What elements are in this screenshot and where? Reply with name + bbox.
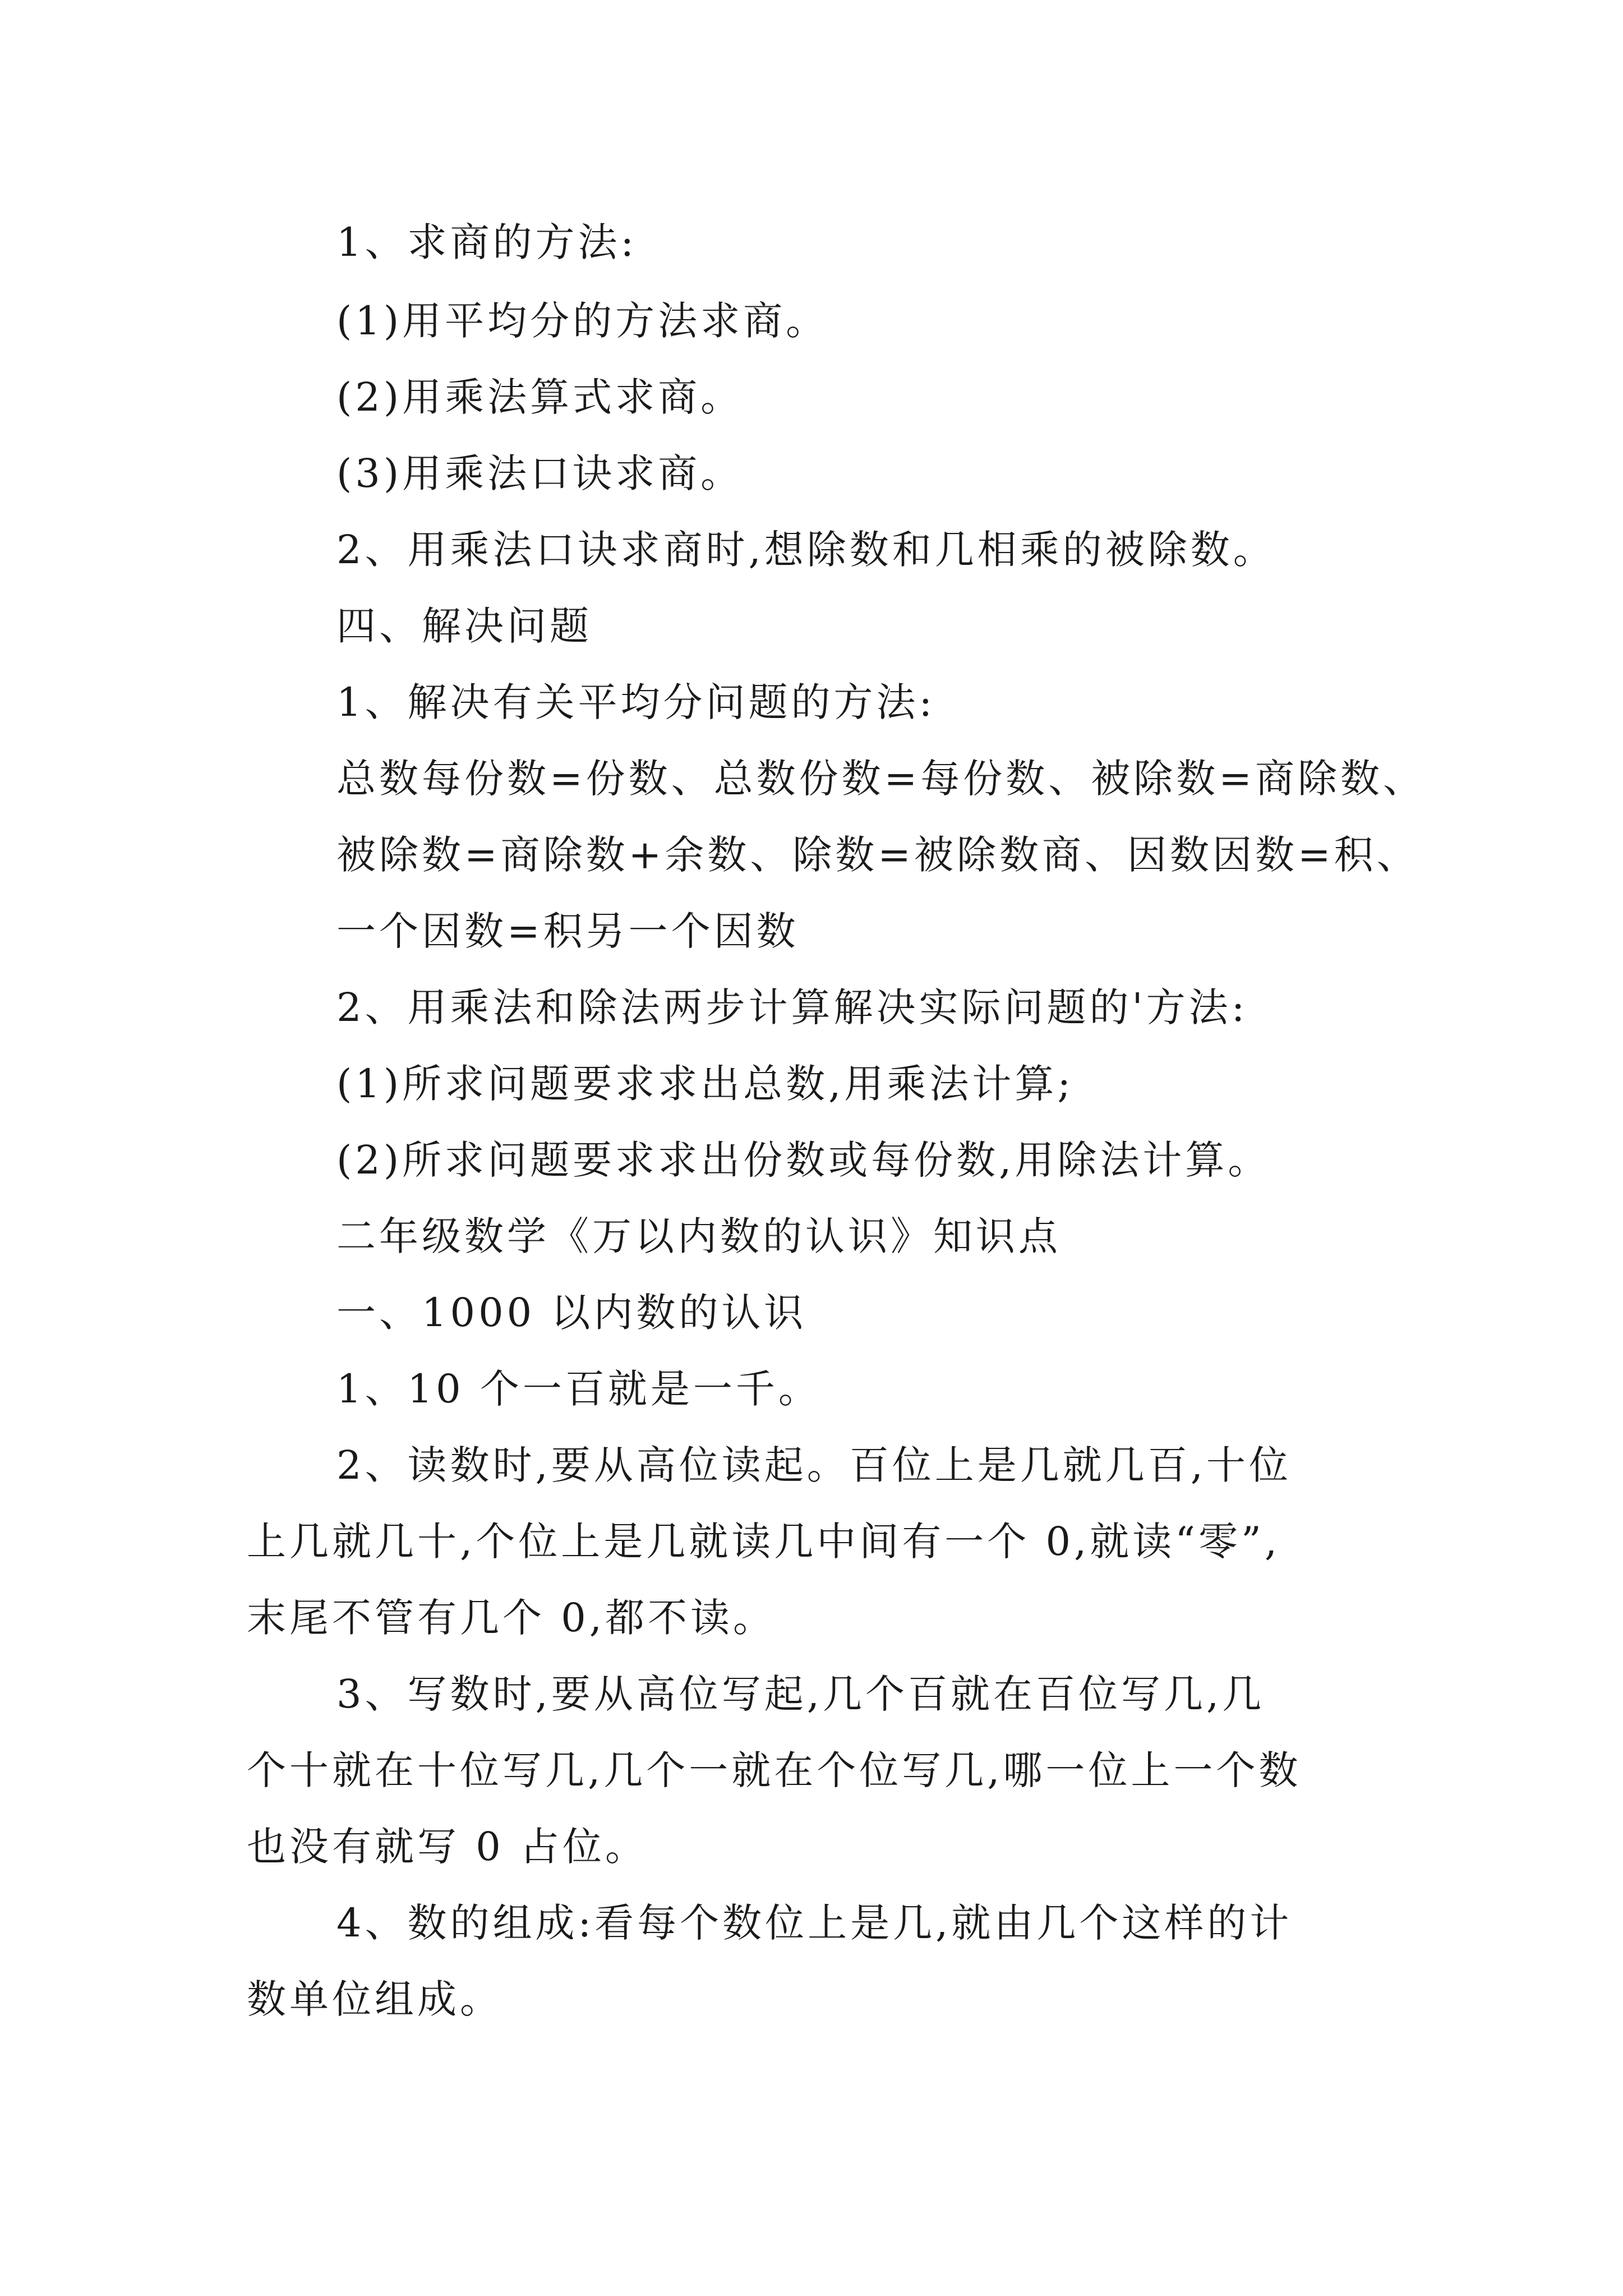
text-line: 2、用乘法和除法两步计算解决实际问题的'方法: (336, 984, 1248, 1030)
text-line: 被除数=商除数+余数、除数=被除数商、因数因数=积、 (336, 832, 1419, 878)
text-line: 个十就在十位写几,几个一就在个位写几,哪一位上一个数 (247, 1747, 1302, 1793)
text-line: (2)所求问题要求求出份数或每份数,用除法计算。 (336, 1137, 1271, 1183)
text-line: 数单位组成。 (247, 1976, 502, 2022)
text-line: 末尾不管有几个 0,都不读。 (247, 1595, 776, 1641)
text-line: 2、用乘法口诀求商时,想除数和几相乘的被除数。 (336, 527, 1276, 573)
text-line: (1)所求问题要求求出总数,用乘法计算; (336, 1061, 1074, 1107)
text-line: (1)用平均分的方法求商。 (336, 298, 829, 344)
text-line: 一个因数=积另一个因数 (336, 908, 799, 954)
text-line: 总数每份数=份数、总数份数=每份数、被除数=商除数、 (336, 756, 1426, 802)
text-line: 四、解决问题 (336, 603, 592, 649)
text-line: 1、求商的方法: (336, 219, 638, 265)
text-line: 1、解决有关平均分问题的方法: (336, 679, 936, 725)
section-heading: 二年级数学《万以内数的认识》知识点 (336, 1213, 1061, 1259)
text-line: 一、1000 以内数的认识 (336, 1290, 807, 1336)
text-line: 4、数的组成:看每个数位上是几,就由几个这样的计 (336, 1900, 1293, 1946)
text-line: 3、写数时,要从高位写起,几个百就在百位写几,几 (336, 1671, 1265, 1717)
text-line: (2)用乘法算式求商。 (336, 374, 744, 420)
text-line: 2、读数时,要从高位读起。百位上是几就几百,十位 (336, 1442, 1292, 1488)
text-line: 也没有就写 0 占位。 (247, 1824, 648, 1870)
text-line: 1、10 个一百就是一千。 (336, 1366, 821, 1412)
text-line: 上几就几十,个位上是几就读几中间有一个 0,就读“零”, (247, 1519, 1281, 1565)
text-line: (3)用乘法口诀求商。 (336, 450, 744, 496)
